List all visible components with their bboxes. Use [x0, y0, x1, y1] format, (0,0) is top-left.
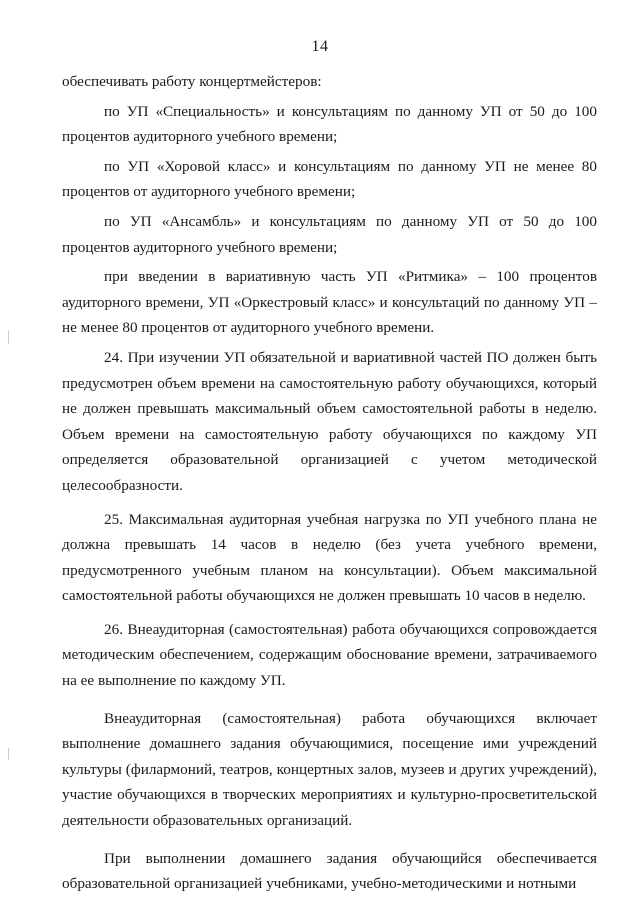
page-number: 14: [311, 38, 329, 55]
paragraph-accompanist-intro: обеспечивать работу концертмейстеров:: [62, 73, 322, 90]
paragraph-extracurricular-work: Внеаудиторная (самостоятельная) работа обучающихся включает выполнение домашнего задания обучающимися, посещение ими учреждений культуры (филармоний, театров, концертных залов, музеев и других учреждений), участие обучающихся в творческих мероприятиях и культурно-просветительской деятельности образовательных организаций.: [62, 709, 597, 830]
paragraph-ensemble: по УП «Ансамбль» и консультациям по данному УП от 50 до 100 процентов аудиторного учебного времени;: [62, 212, 597, 256]
paragraph-item-24: 24. При изучении УП обязательной и вариативной частей ПО должен быть предусмотрен объем времени на самостоятельную работу обучающихся, который не должен превышать максимальный объем самостоятельной работы в неделю. Объем времени на самостоятельную работу обучающихся по каждому УП определяется образовательной организацией с учетом методической целесообразности.: [62, 348, 597, 494]
paragraph-item-25: 25. Максимальная аудиторная учебная нагрузка по УП учебного плана не должна превышать 14 часов в неделю (без учета учебного времени, предусмотренного учебным планом на консультации). Объем максимальной самостоятельной работы обучающихся не должен превышать 10 часов в неделю.: [62, 510, 597, 605]
paragraph-choir-class: по УП «Хоровой класс» и консультациям по данному УП не менее 80 процентов от аудиторного учебного времени;: [62, 157, 597, 201]
paragraph-item-26: 26. Внеаудиторная (самостоятельная) работа обучающихся сопровождается методическим обеспечением, содержащим обоснование времени, затрачиваемого на ее выполнение по каждому УП.: [62, 620, 597, 690]
scan-artifact-top: [8, 330, 9, 344]
paragraph-homework: При выполнении домашнего задания обучающийся обеспечивается образовательной организацией учебниками, учебно-методическими и нотными: [62, 849, 597, 893]
scan-artifact-bottom: [8, 748, 9, 760]
document-body: [62, 69, 597, 897]
paragraph-rhythmics: при введении в вариативную часть УП «Ритмика» – 100 процентов аудиторного времени, УП «Оркестровый класс» и консультаций по данному УП – не менее 80 процентов от аудиторного учебного времени.: [62, 268, 597, 337]
paragraph-specialty: по УП «Специальность» и консультациям по данному УП от 50 до 100 процентов аудиторного учебного времени;: [62, 102, 597, 146]
